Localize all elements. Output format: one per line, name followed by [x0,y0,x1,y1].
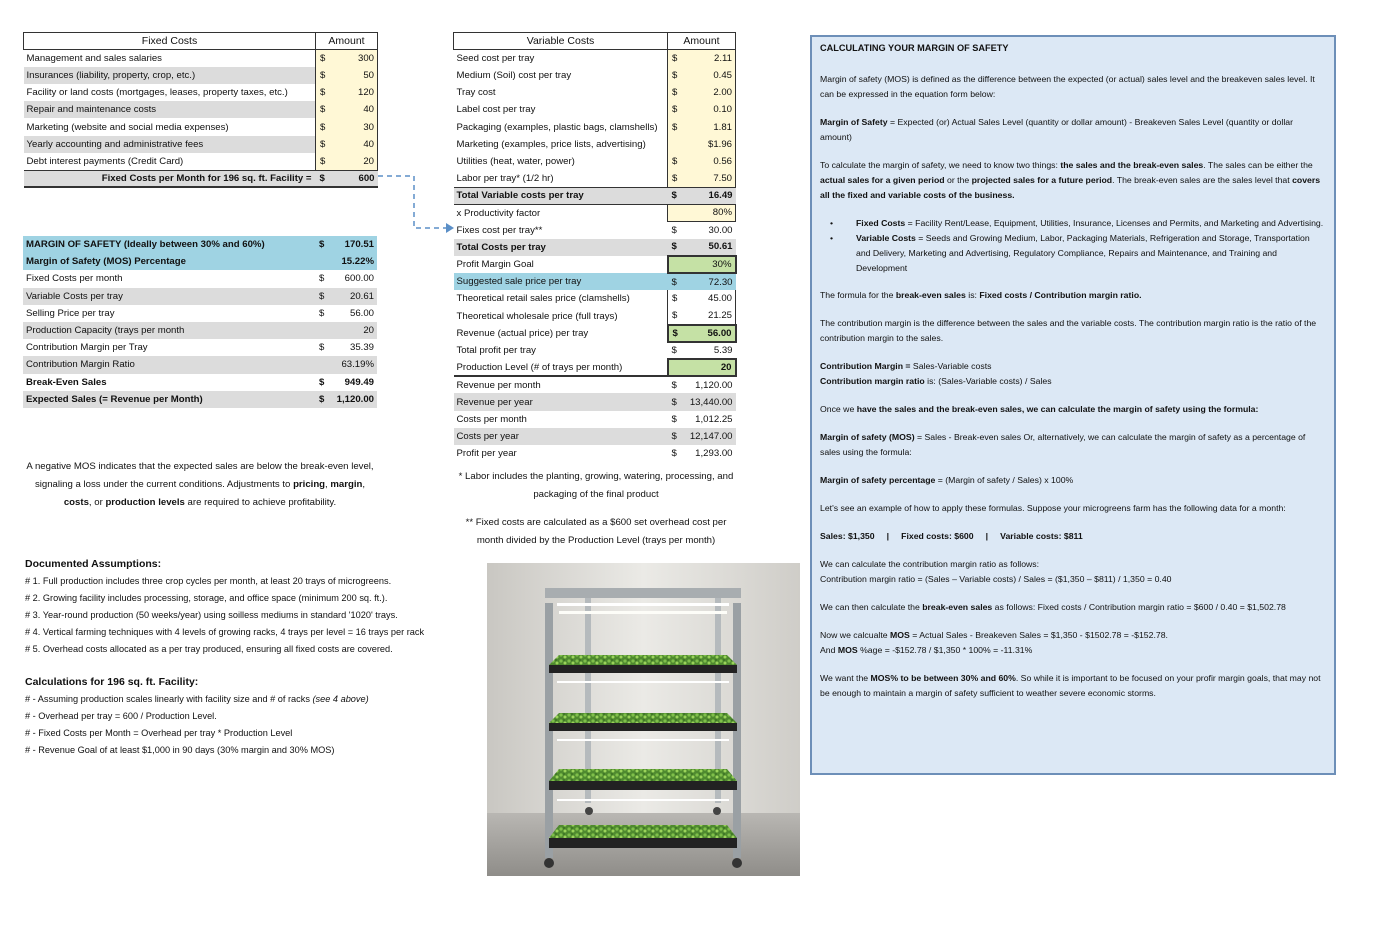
variable-cost-label: Seed cost per tray [456,53,535,65]
mos-label: Margin of Safety (MOS) Percentage [26,256,186,268]
fixed-cost-currency: $ [316,67,334,84]
fixed-cost-label: Yearly accounting and administrative fees [26,138,204,150]
cost-bullets [830,216,1326,276]
p6-b1: Contribution Margin = [820,361,911,371]
p4-4: Fixed costs / Contribution margin ratio. [979,290,1142,300]
fixed-cost-input[interactable]: 20 [334,153,378,170]
mos-formula-text: = Expected (or) Actual Sales Level (quantity or dollar amount) - Breakeven Sales Level (quantity or dollar amount) [820,117,1293,142]
calc-item1-text: # - Assuming production scales linearly with facility size and # of racks [25,694,313,704]
b2-text: = Seeds and Growing Medium, Labor, Packaging Materials, Refrigeration and Storage, Transportation and Delivery, Marketing and Advertising, Regulatory Compliance, Repairs and Maintenance, and Training and Development [856,233,1310,273]
mos-row [23,374,377,391]
panel-mos-formula [820,115,1326,145]
variable-cost-label: Packaging (examples, plastic bags, clamshells) [456,121,658,133]
summary-currency: $ [671,430,677,442]
summary-row [454,376,736,393]
variable-cost-input[interactable]: 2.00 [684,84,736,101]
mos-label: Contribution Margin per Tray [26,342,148,354]
p4-2: break-even sales [895,290,966,300]
panel-contribution-formulas [820,359,1326,389]
total-variable-value: 16.49 [708,190,733,202]
variable-cost-row [454,67,736,84]
negative-note-line3b: , or [88,497,106,508]
calculation-item: # - Revenue Goal of at least $1,000 in 90 days (30% margin and 30% MOS) [25,745,335,755]
fixed-cost-note [448,514,744,550]
p7-2: have the sales and the break-even sales, we can calculate the margin of safety using the formula: [856,404,1259,414]
fixed-cost-row [24,67,378,84]
assumption-item: # 3. Year-round production (50 weeks/year) using soilless mediums in standard '1020' trays. [25,610,398,620]
p15-2: MOS% to be between 30% and 60% [870,673,1016,683]
mos-row [23,236,377,253]
summary-label: Costs per month [456,413,527,425]
variable-cost-input[interactable]: 0.10 [684,101,736,118]
variable-cost-currency: $ [668,118,684,135]
mos-currency: $ [319,273,325,285]
fixed-to-variable-connector [376,168,456,234]
p15-1: We want the [820,673,871,683]
mos-currency [315,322,329,339]
fixed-cost-currency: $ [316,153,334,170]
fixed-cost-currency: $ [316,101,334,118]
variable-cost-input[interactable]: 0.45 [684,67,736,84]
fixed-total-currency: $ [316,170,334,187]
panel-contribution-def: The contribution margin is the difference between the sales and the variable costs. The contribution margin ratio is the ratio of the contribution margin to the sales. [820,318,1317,343]
p9-t: = (Margin of safety / Sales) x 100% [935,475,1074,485]
summary-value: 1,120.00 [695,379,733,391]
p8-b: Margin of safety (MOS) [820,432,915,442]
summary-value: 12,147.00 [689,430,733,442]
variable-costs-table [453,32,737,462]
variable-cost-currency: $ [668,153,684,170]
variable-amount-header: Amount [668,33,736,50]
variable-cost-row [454,136,736,153]
summary-value: 1,293.00 [695,448,733,460]
negative-mos-note [20,458,380,512]
panel-cm-ratio-calc [820,557,1326,587]
fixed-cost-input[interactable]: 120 [334,84,378,101]
mos-table [23,236,377,408]
p13-2: break-even sales [922,602,993,612]
fixed-cost-input[interactable]: 50 [334,67,378,84]
fixed-cost-input[interactable]: 40 [334,136,378,153]
assumption-item: # 5. Overhead costs allocated as a per tray produced, ensuring all fixed costs are covered. [25,644,393,654]
panel-mos-calc [820,628,1326,658]
variable-cost-label: Tray cost [456,87,496,99]
variable-cost-currency: $ [668,170,684,187]
fixed-total-value: 600 [334,170,378,187]
p14-1: Now we calcualte [820,630,891,640]
panel-intro: Margin of safety (MOS) is defined as the difference between the expected (or actual) sales level and the breakeven sales level. It can be expressed in the equation form below: [820,74,1315,99]
costs-emphasis: costs [63,497,89,508]
mos-value: 1,120.00 [336,393,374,405]
p3-6: projected sales for a future period [971,175,1113,185]
mos-row [23,339,377,356]
labor-note-line1: * Labor includes the planting, growing, watering, processing, and [458,471,734,482]
variable-cost-label: Label cost per tray [456,104,536,116]
fixed-cost-label: Insurances (liability, property, crop, etc.) [26,69,196,81]
mos-currency [315,253,329,270]
mos-label: Break-Even Sales [26,376,107,388]
assumption-item: # 4. Vertical farming techniques with 4 levels of growing racks, 4 trays per level = 16 trays per rack [25,627,425,637]
revenue-actual-label: Revenue (actual price) per tray [456,327,589,339]
total-variable-currency: $ [671,190,677,202]
mos-row [23,288,377,305]
variable-cost-input[interactable]: 7.50 [684,170,736,187]
suggested-price-currency: $ [668,273,684,290]
summary-currency: $ [671,379,677,391]
margin-of-safety-panel [810,35,1336,775]
p3-5: or the [944,175,972,185]
fixed-total-label: Fixed Costs per Month for 196 sq. ft. Facility = [24,170,316,187]
fixed-cost-input[interactable]: 30 [334,118,378,135]
calculation-item [25,691,465,708]
negative-note-line1: A negative MOS indicates that the expected sales are below the break-even level, [26,461,374,472]
fixed-cost-input[interactable]: 300 [334,50,378,67]
fixed-cost-currency: $ [316,136,334,153]
mos-currency: $ [319,239,325,251]
variable-cost-currency [668,136,684,153]
p14-6: %age = -$152.78 / $1,350 * 100% = -11.31% [857,645,1033,655]
mos-label: Selling Price per tray [26,307,115,319]
microgreens-rack-photo [487,563,800,876]
fixed-cost-label: Facility or land costs (mortgages, leases, property taxes, etc.) [26,87,288,99]
total-profit-value: 5.39 [713,344,733,356]
summary-label: Costs per year [456,430,519,442]
total-profit-currency: $ [671,344,677,356]
fixed-costs-table [23,32,378,188]
mos-value: 35.39 [349,342,374,354]
production-level-label: Production Level (# of trays per month) [456,361,623,373]
fixed-cost-row [24,136,378,153]
fixed-cost-label: Marketing (website and social media expenses) [26,121,229,133]
labor-note [452,468,740,504]
fixed-note-line1: ** Fixed costs are calculated as a $600 set overhead cost per [465,517,727,528]
mos-row [23,270,377,287]
calc-item1-ref: (see 4 above) [312,694,369,704]
total-costs-currency: $ [671,241,677,253]
b1-term: Fixed Costs [856,218,906,228]
assumption-item: # 1. Full production includes three crop cycles per month, at least 20 trays of microgreens. [25,576,392,586]
p3-8: covers all the fixed and variable costs of the business. [820,175,1321,200]
mos-label: Contribution Margin Ratio [26,359,135,371]
summary-row [454,393,736,410]
margin-emphasis: margin [330,479,363,490]
variable-cost-input[interactable]: 1.81 [684,118,736,135]
negative-note-line3d: are required to achieve profitability. [184,497,337,508]
summary-value: 1,012.25 [695,413,733,425]
p3-4: actual sales for a given period [820,175,945,185]
calculation-item: # - Overhead per tray = 600 / Production Level. [25,711,217,721]
mos-value: 949.49 [344,376,374,388]
retail-price-input[interactable]: 45.00 [684,290,736,307]
b2-term: Variable Costs [856,233,916,243]
mos-formula-term: Margin of Safety [820,117,888,127]
mos-currency: $ [319,342,325,354]
retail-price-currency: $ [668,290,684,307]
summary-row [454,428,736,445]
p3-1: To calculate the margin of safety, we need to know two things: [820,160,1061,170]
suggested-price-value: 72.30 [684,273,736,290]
p3-7: . The break-even sales are the sales level that [1112,175,1293,185]
mos-row [23,305,377,322]
summary-row [454,445,736,462]
mos-label: Production Capacity (trays per month [26,325,185,337]
mos-value: 15.22% [341,256,374,268]
p6-t2: is: (Sales-Variable costs) / Sales [924,376,1052,386]
production-emphasis: production levels [105,497,185,508]
mos-currency [315,356,329,373]
mos-row [23,356,377,373]
variable-cost-label: Labor per tray* (1/2 hr) [456,172,554,184]
summary-label: Revenue per year [456,396,533,408]
profit-goal-input[interactable]: 30% [668,256,736,273]
panel-breakeven-calc [820,600,1326,615]
profit-goal-label: Profit Margin Goal [456,259,534,271]
mos-value: 20 [363,325,374,337]
mos-row [23,391,377,408]
panel-breakeven-formula [820,288,1326,303]
summary-currency: $ [671,448,677,460]
variable-cost-input[interactable]: $1.96 [684,136,736,153]
p6-b2: Contribution margin ratio [820,376,925,386]
mos-currency: $ [319,376,325,388]
wholesale-price-currency: $ [668,308,684,325]
variable-cost-currency: $ [668,67,684,84]
panel-once-we [820,402,1326,417]
mos-value: 63.19% [341,359,374,371]
pricing-emphasis: pricing [293,479,326,490]
variable-cost-input[interactable]: 0.56 [684,153,736,170]
fixed-cost-row [24,118,378,135]
mos-row [23,253,377,270]
mos-value: 170.51 [344,239,374,251]
summary-row [454,411,736,428]
summary-currency: $ [671,396,677,408]
p12-2: Contribution margin ratio = (Sales – Variable costs) / Sales = ($1,350 – $811) / 1,350 = 0.40 [820,574,1172,584]
calculations-section [25,674,465,759]
calculation-item: # - Fixed Costs per Month = Overhead per tray * Production Level [25,728,293,738]
fixed-cost-row [24,101,378,118]
negative-note-line2c: , [325,479,331,490]
p6-t1: Sales-Variable costs [910,361,992,371]
p14-5: MOS [837,645,858,655]
fixed-note-line2: month divided by the Production Level (trays per month) [476,535,716,546]
fixed-costs-header: Fixed Costs [24,33,316,50]
documented-assumptions [25,556,465,658]
mos-label: Variable Costs per tray [26,290,123,302]
mos-currency: $ [319,290,325,302]
labor-note-line2: packaging of the final product [533,489,659,500]
mos-label: Fixed Costs per month [26,273,123,285]
p8-t: = Sales - Break-even sales Or, alternatively, we can calculate the margin of safety as a percentage of sales using the formula: [820,432,1306,457]
fixes-currency: $ [671,224,677,236]
p4-1: The formula for the [820,290,896,300]
total-costs-value: 50.61 [708,241,733,253]
variable-cost-input[interactable]: 2.11 [684,50,736,67]
variable-costs-header: Variable Costs [454,33,668,50]
total-costs-label: Total Costs per tray [456,241,546,253]
fixed-cost-label: Management and sales salaries [26,53,162,65]
panel-example-data: Sales: $1,350 | Fixed costs: $600 | Variable costs: $811 [820,531,1083,541]
calculations-title: Calculations for 196 sq. ft. Facility: [25,676,199,688]
fixed-cost-label: Debt interest payments (Credit Card) [26,155,184,167]
productivity-input[interactable]: 80% [668,204,736,221]
panel-title: CALCULATING YOUR MARGIN OF SAFETY [820,43,1009,53]
fixes-value: 30.00 [708,224,733,236]
panel-mos-percentage [820,473,1326,488]
revenue-actual-input[interactable]: 56.00 [684,325,736,342]
panel-mos-sales [820,430,1326,460]
panel-example-intro: Let's see an example of how to apply these formulas. Suppose your microgreens farm has the following data for a month: [820,503,1286,513]
fixed-amount-header: Amount [316,33,378,50]
fixed-cost-row [24,50,378,67]
summary-currency: $ [671,413,677,425]
mos-currency: $ [319,307,325,319]
fixed-cost-row [24,84,378,101]
fixed-costs-bullet [830,216,1326,231]
p3-3: . The sales can be either the [1203,160,1313,170]
summary-label: Profit per year [456,448,517,460]
p15-3: . So while it is important to be focused on your profir margin goals, that may not be enough to maintain a margin of safety sufficient to weather severe economic storms. [820,673,1321,698]
fixes-label: Fixes cost per tray** [456,224,543,236]
retail-price-label: Theoretical retail sales price (clamshells) [456,293,630,305]
variable-cost-label: Medium (Soil) cost per tray [456,69,572,81]
summary-value: 13,440.00 [689,396,733,408]
p9-b: Margin of safety percentage [820,475,936,485]
assumptions-title: Documented Assumptions: [25,558,162,570]
total-profit-label: Total profit per tray [456,344,536,356]
mos-value: 20.61 [349,290,374,302]
variable-cost-currency: $ [668,84,684,101]
fixed-cost-row [24,153,378,170]
variable-cost-currency: $ [668,50,684,67]
p14-2: MOS [890,630,910,640]
variable-cost-row [454,153,736,170]
mos-label: Expected Sales (= Revenue per Month) [26,393,203,405]
mos-row [23,322,377,339]
p4-3: is: [965,290,980,300]
mos-value: 56.00 [349,307,374,319]
p7-1: Once we [820,404,857,414]
revenue-actual-currency: $ [668,325,684,342]
fixed-cost-currency: $ [316,84,334,101]
total-variable-label: Total Variable costs per tray [456,190,584,202]
negative-note-line2a: signaling a loss under the current conditions. Adjustments to [34,479,294,490]
p13-1: We can then calculate the [820,602,923,612]
negative-note-line2e: , [362,479,366,490]
p13-3: as follows: Fixed costs / Contribution margin ratio = $600 / 0.40 = $1,502.78 [992,602,1286,612]
variable-cost-row [454,50,736,67]
panel-two-things [820,158,1326,203]
wholesale-price-label: Theoretical wholesale price (full trays) [456,310,618,322]
fixed-cost-label: Repair and maintenance costs [26,104,157,116]
variable-cost-label: Marketing (examples, price lists, advertising) [456,138,646,150]
p14-4: And [820,645,838,655]
variable-cost-row [454,118,736,135]
suggested-price-label: Suggested sale price per tray [454,273,668,290]
fixed-cost-input[interactable]: 40 [334,101,378,118]
production-level-input[interactable]: 20 [668,359,736,376]
fixed-cost-currency: $ [316,50,334,67]
productivity-label: x Productivity factor [456,207,541,219]
p3-2: the sales and the break-even sales [1060,160,1204,170]
panel-conclusion [820,671,1326,701]
mos-label: MARGIN OF SAFETY (Ideally between 30% and 60%) [26,239,265,251]
variable-costs-bullet [830,231,1326,276]
p12-1: We can calculate the contribution margin ratio as follows: [820,559,1040,569]
b1-text: = Facility Rent/Lease, Equipment, Utilities, Insurance, Licenses and Permits, and Marketing and Advertising. [905,218,1324,228]
mos-currency: $ [319,393,325,405]
fixed-cost-currency: $ [316,118,334,135]
p14-3: = Actual Sales - Breakeven Sales = $1,350 - $1502.78 = -$152.78. [909,630,1168,640]
variable-cost-currency: $ [668,101,684,118]
mos-value: 600.00 [344,273,374,285]
variable-cost-row [454,84,736,101]
variable-cost-label: Utilities (heat, water, power) [456,155,575,167]
variable-cost-row [454,170,736,187]
summary-label: Revenue per month [456,379,541,391]
assumption-item: # 2. Growing facility includes processing, storage, and office space (minimum 200 sq. ft.). [25,593,388,603]
wholesale-price-input[interactable]: 21.25 [684,308,736,325]
variable-cost-row [454,101,736,118]
